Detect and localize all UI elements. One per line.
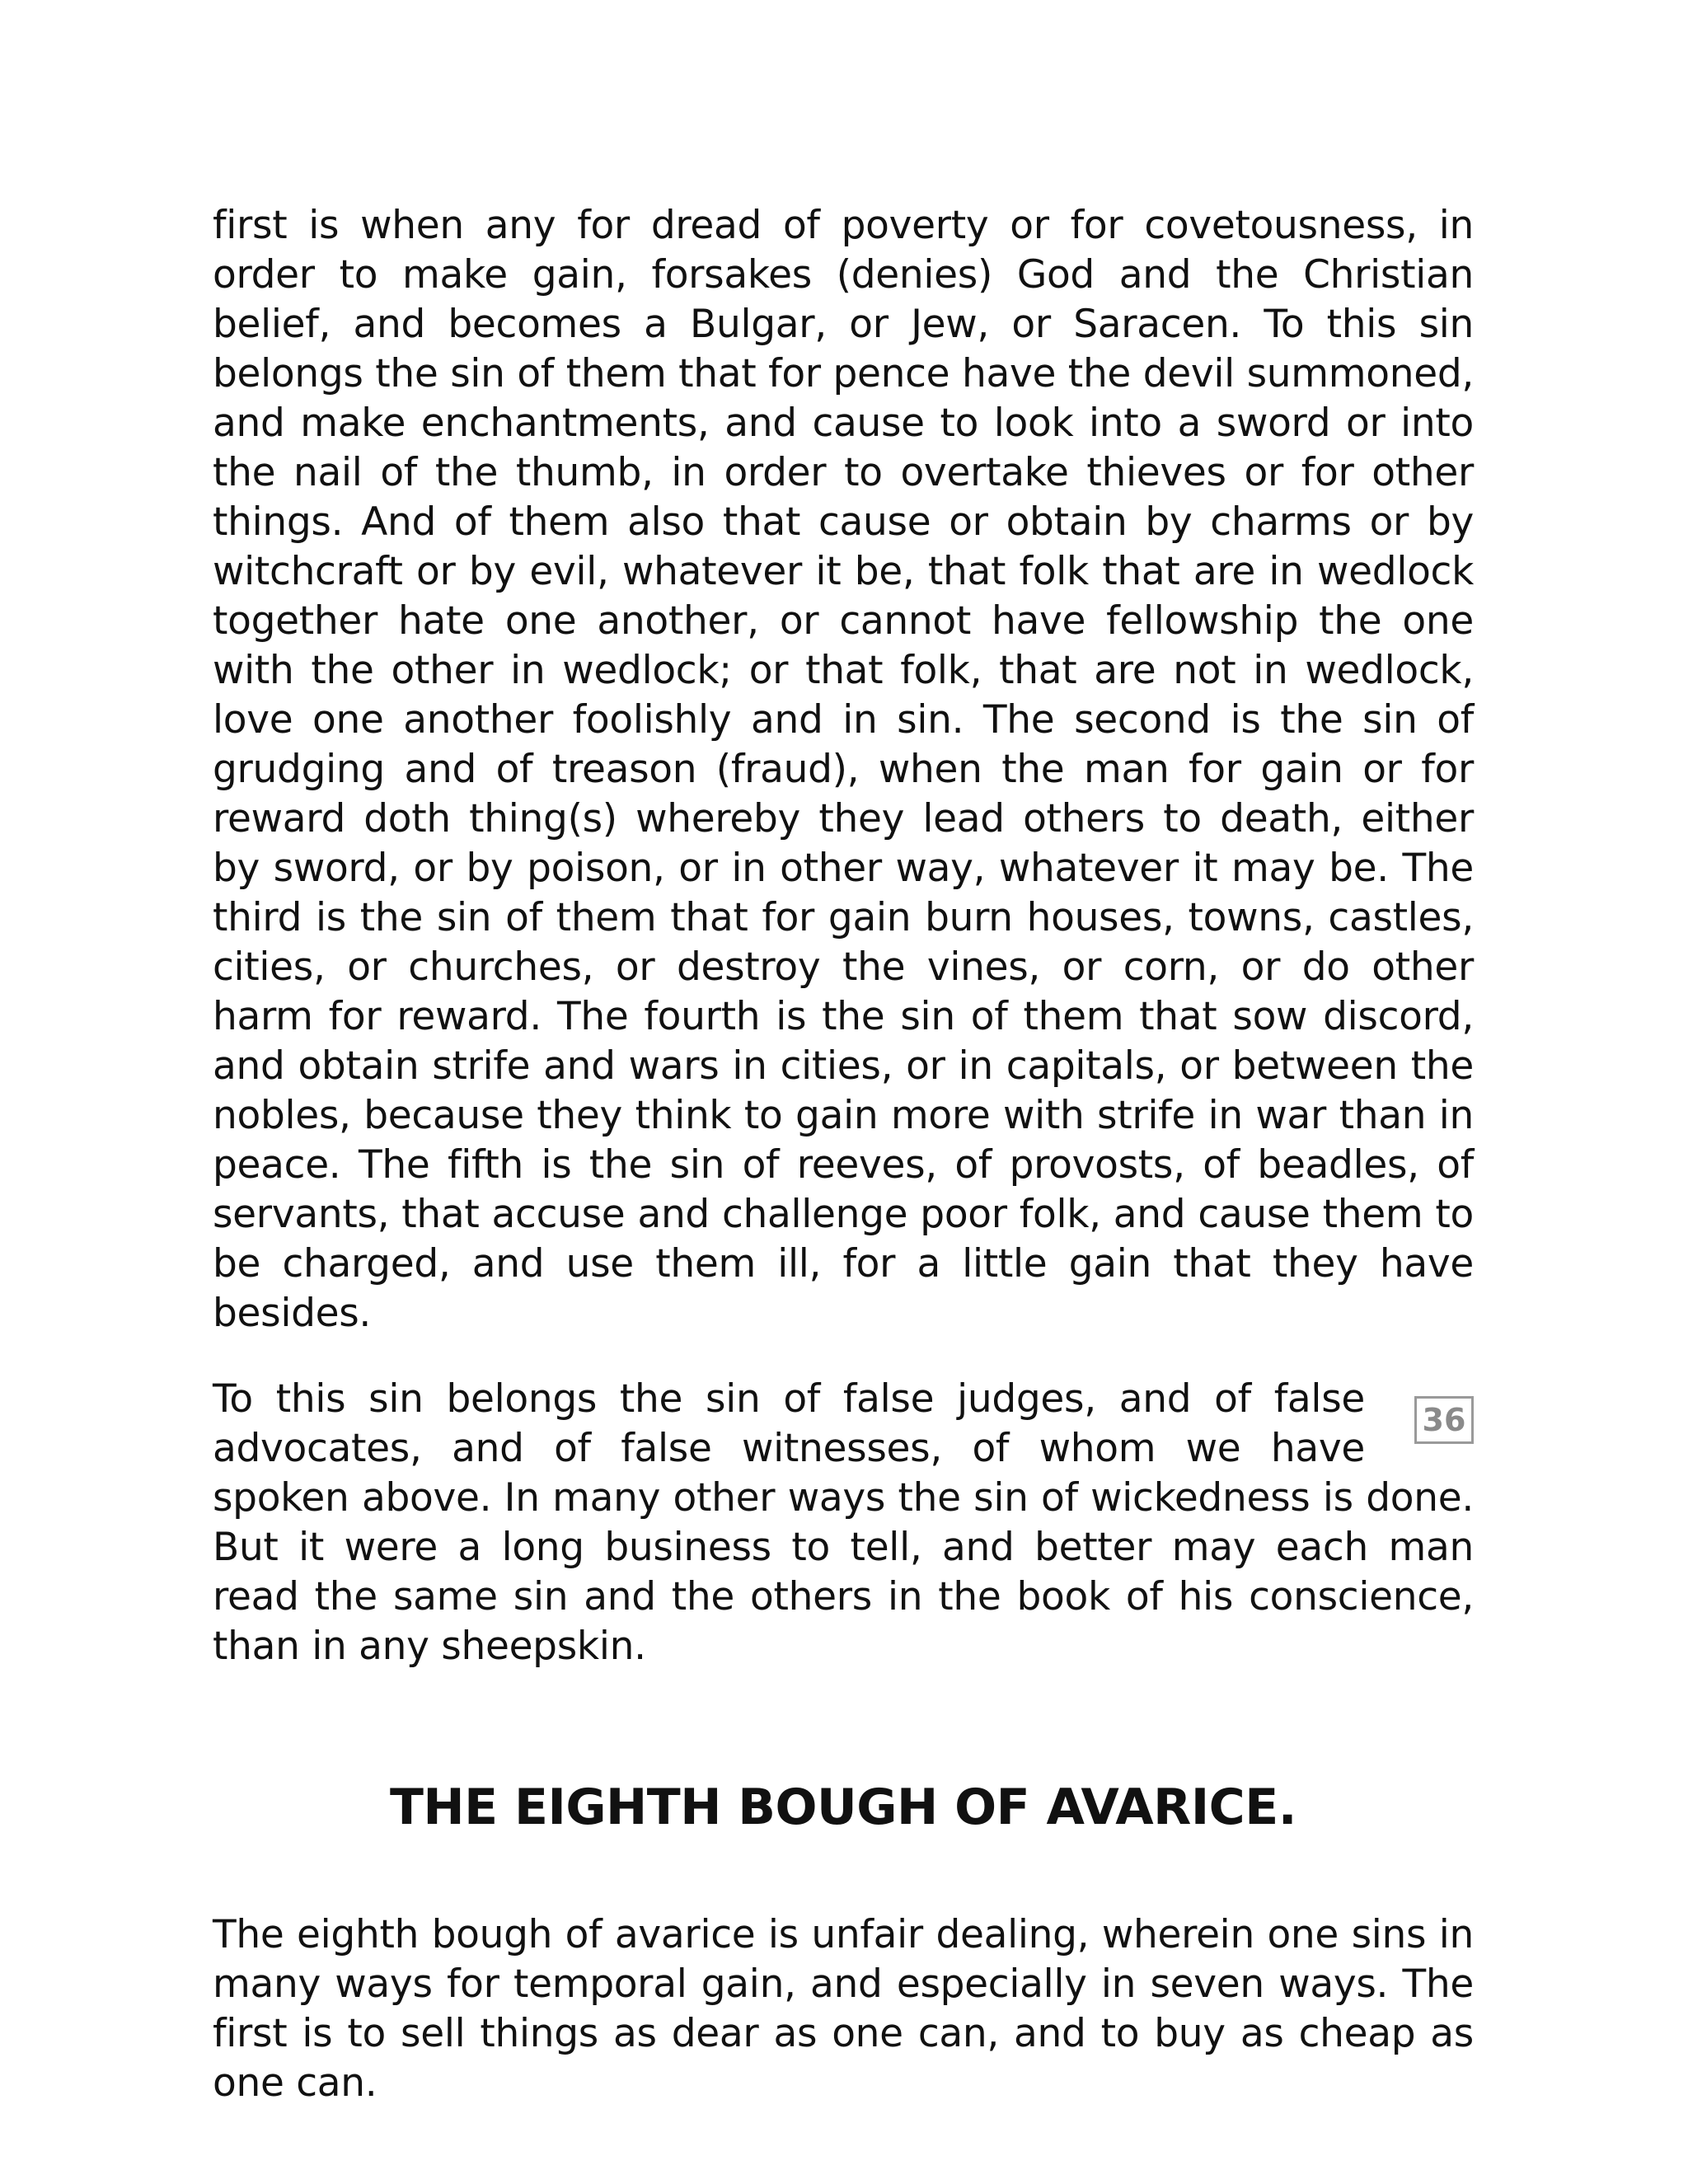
body-paragraph: To this sin belongs the sin of false judges, and of false advocates, and of false witnesses, of whom we have spoken above. In many other ways the sin of wickedness is done. But it were a long business to tell, and better may each man read the same sin and the others in the book of his conscience, than in any sheepskin.: [213, 1376, 1474, 1669]
page-content: [213, 201, 1474, 2108]
section-heading: THE EIGHTH BOUGH OF AVARICE.: [389, 1779, 1296, 1836]
body-paragraph: The eighth bough of avarice is unfair dealing, wherein one sins in many ways for temporal gain, and especially in seven ways. The first is to sell things as dear as one can, and to buy as cheap as one can.: [213, 1912, 1474, 2106]
page-number-badge: 36: [1414, 1396, 1474, 1444]
body-paragraph: first is when any for dread of poverty or for covetousness, in order to make gain, forsakes (denies) God and the Christian belief, and becomes a Bulgar, or Jew, or Saracen. To this sin belongs the sin of them that for pence have the devil summoned, and make enchantments, and cause to look into a sword or into the nail of the thumb, in order to overtake thieves or for other things. And of them also that cause or obtain by charms or by witchcraft or by evil, whatever it be, that folk that are in wedlock together hate one another, or cannot have fellowship the one with the other in wedlock; or that folk, that are not in wedlock, love one another foolishly and in sin. The second is the sin of grudging and of treason (fraud), when the man for gain or for reward doth thing(s) whereby they lead others to death, either by sword, or by poison, or in other way, whatever it may be. The third is the sin of them that for gain burn houses, towns, castles, cities, or churches, or destroy the vines, or corn, or do other harm for reward. The fourth is the sin of them that sow discord, and obtain strife and wars in cities, or in capitals, or between the nobles, because they think to gain more with strife in war than in peace. The fifth is the sin of reeves, of provosts, of beadles, of servants, that accuse and challenge poor folk, and cause them to be charged, and use them ill, for a little gain that they have besides.: [213, 203, 1474, 1336]
body-paragraph-with-page-number: [213, 1375, 1474, 1671]
